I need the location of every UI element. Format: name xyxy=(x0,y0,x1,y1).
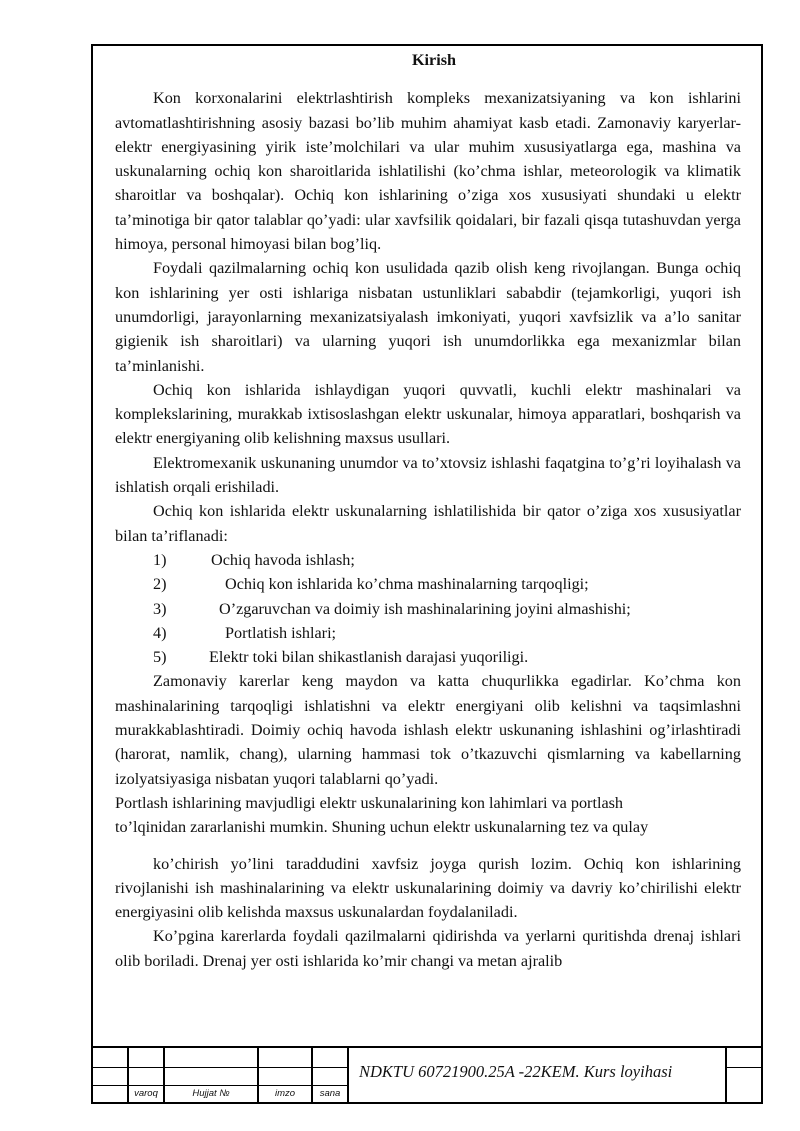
list-item-number: 3) xyxy=(153,599,167,618)
list-item xyxy=(115,548,741,572)
document-code: NDKTU 60721900.25A -22KEM. Kurs loyihasi xyxy=(359,1062,673,1081)
section-title: Kirish xyxy=(411,51,457,69)
list-item-number: 1) xyxy=(153,550,167,569)
list-item-number: 4) xyxy=(153,623,167,642)
document-body xyxy=(115,48,741,973)
list-item-number: 5) xyxy=(153,648,167,667)
list-item-text: Portlatish ishlari; xyxy=(225,623,337,642)
list-item-text: Ochiq havoda ishlash; xyxy=(211,550,355,569)
list-item xyxy=(115,597,741,621)
feature-list xyxy=(115,548,741,669)
list-item-text: O’zgaruvchan va doimiy ish mashinalarining joyini almashishi; xyxy=(219,599,631,618)
paragraph-6: Zamonaviy karerlar keng maydon va katta chuqurlikka egadirlar. Ko’chma kon mashinalarining tarqoqligi ishlatishni va elektr energiyani olib kelishni va taqsimlashni murakkablashtiradi. Doimiy ochiq havoda ishlash elektr uskunaning ishlashini og’irlashtiradi (harorat, namlik, chang), ularning hammasi tok o’tkazuvchi qismlarning va kabellarning izolyatsiyasiga nisbatan yuqori talablarni qo’yadi. xyxy=(115,672,741,788)
stamp-caption-date: sana xyxy=(319,1088,341,1099)
stamp-row-line xyxy=(91,1067,347,1068)
paragraph-2: Foydali qazilmalarning ochiq kon usulidada qazib olish keng rivojlangan. Bunga ochiq kon ishlarining yer osti ishlariga nisbatan ustunliklari sababdir (tejamkorligi, yuqori ish unumdorligi, jarayonlarning mexanizatsiyalash imkoniyati, yuqori xavfsizlik va a’lo sanitar gigienik ish sharoitlari) va ularning yuqori ish unumdorlikka ega mexanizmlar bilan ta’minlanishi. xyxy=(115,259,741,375)
list-item xyxy=(115,572,741,596)
paragraph-9: Ko’pgina karerlarda foydali qazilmalarni qidirishda va yerlarni quritishda drenaj ishlari olib boriladi. Drenaj yer osti ishlarida ko’mir changi va metan ajralib xyxy=(115,927,741,970)
stamp-caption-sheet: varoq xyxy=(134,1088,158,1099)
stamp-caption-document: Hujjat № xyxy=(192,1088,230,1099)
paragraph-3: Ochiq kon ishlarida ishlaydigan yuqori quvvatli, kuchli elektr mashinalari va komplekslarining, murakkab ixtisoslashgan elektr uskunalar, himoya apparatlari, boshqarish va elektr energiyaning olib kelishning maxsus usullari. xyxy=(115,380,741,448)
stamp-row-line xyxy=(91,1085,347,1086)
list-item-text: Ochiq kon ishlarida ko’chma mashinalarning tarqoqligi; xyxy=(225,575,589,594)
list-item xyxy=(115,621,741,645)
stamp-row-line xyxy=(725,1067,761,1068)
page-break-gap xyxy=(115,840,741,852)
stamp-divider xyxy=(347,1048,349,1104)
stamp-caption-signature: imzo xyxy=(274,1088,296,1099)
list-item-number: 2) xyxy=(153,575,167,594)
paragraph-5: Ochiq kon ishlarida elektr uskunalarning ishlatilishida bir qator o’ziga xos xususiyatlar bilan ta’riflanadi: xyxy=(115,502,741,545)
paragraph-1: Kon korxonalarini elektrlashtirish kompleks mexanizatsiyaning va kon ishlarini avtomatlashtirishning asosiy bazasi bo’lib muhim ahamiyat kasb etadi. Zamonaviy karyerlar-elektr energiyasining yirik iste’molchilari va ular muhim xususiyatlarga ega, mashina va uskunalarning ochiq kon sharoitlarida ishlatilishi (ko’chma ishlar, meteorologik va klimatik sharoitlar va boshqalar). Ochiq kon ishlarining o’ziga xos xususiyati shundaki u elektr ta’minotiga bir qator talablar qo’yadi: ular xavfsilik qoidalari, bir fazali qisqa tutashuvdan yerga himoya, personal himoyasi bilan bog’liq. xyxy=(115,89,741,254)
paragraph-4: Elektromexanik uskunaning unumdor va to’xtovsiz ishlashi faqatgina to’g’ri loyihalash va ishlatish orqali erishiladi. xyxy=(115,453,741,497)
list-item xyxy=(115,645,741,669)
paragraph-8: ko’chirish yo’lini taraddudini xavfsiz joyga qurish lozim. Ochiq kon ishlarining rivojlanishi ish mashinalarining va elektr uskunalarining doimiy va davriy ko’chirilishi elektr energiyasini olib kelishda maxsus uskunalardan foydalaniladi. xyxy=(115,854,741,922)
title-block-stamp xyxy=(91,1046,763,1104)
paragraph-7-line-2: to’lqinidan zararlanishi mumkin. Shuning uchun elektr uskunalarning tez va qulay xyxy=(115,818,649,837)
list-item-text: Elektr toki bilan shikastlanish darajasi yuqoriligi. xyxy=(209,648,529,667)
paragraph-7-line-1: Portlash ishlarining mavjudligi elektr uskunalarining kon lahimlari va portlash xyxy=(115,793,624,812)
